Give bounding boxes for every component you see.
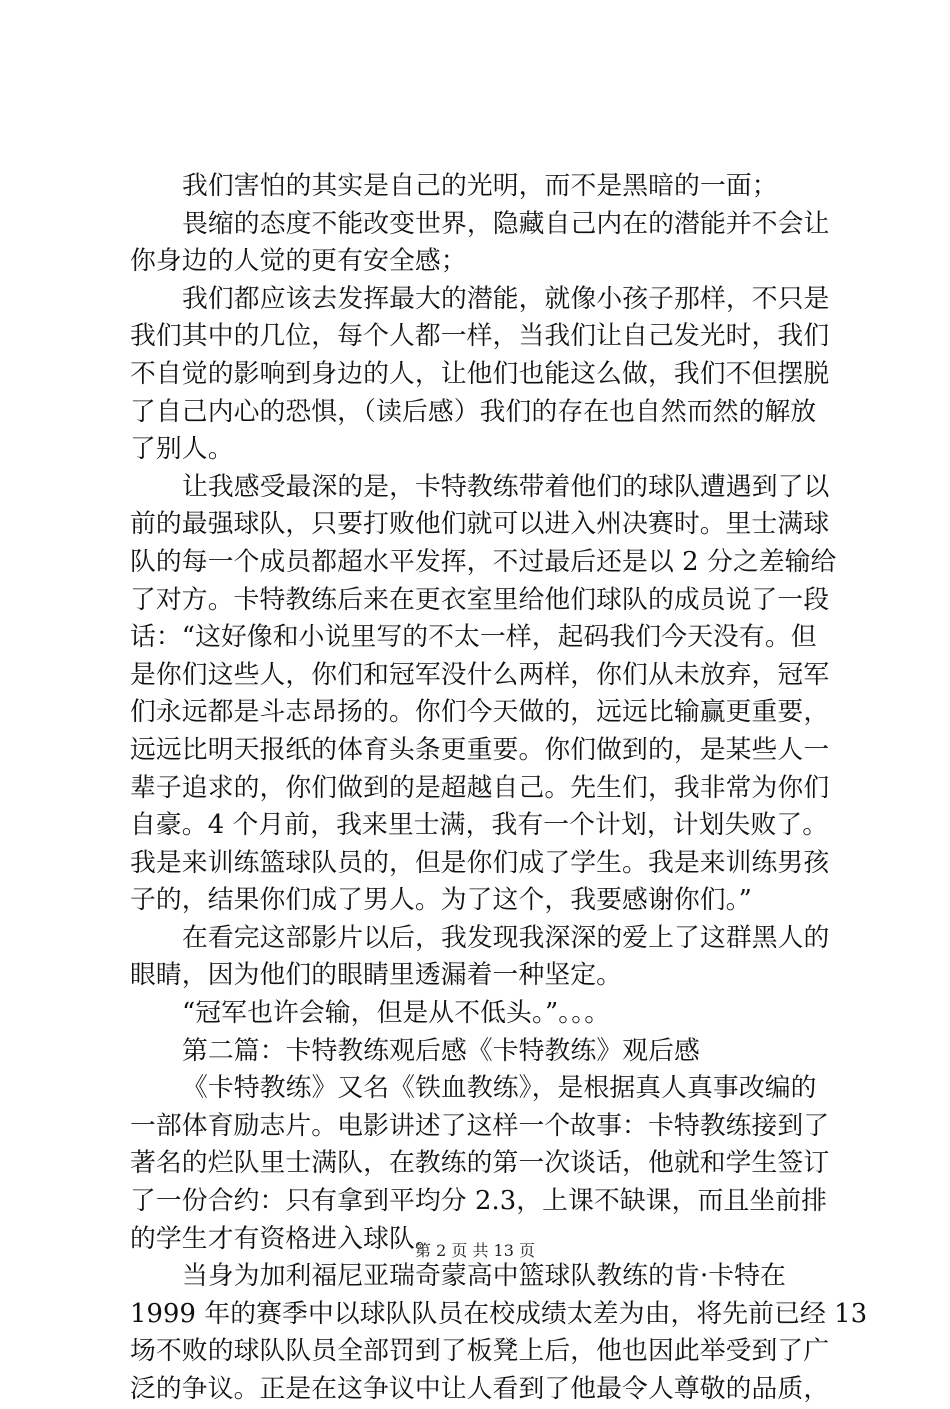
text-line: 畏缩的态度不能改变世界，隐藏自己内在的潜能并不会让 — [182, 208, 830, 239]
text-line: 泛的争议。正是在这争议中让人看到了他最令人尊敬的品质， — [130, 1374, 830, 1404]
text-line: 前的最强球队，只要打败他们就可以进入州决赛时。里士满球 — [130, 509, 830, 540]
text-line: 了别人。 — [130, 434, 234, 465]
text-line: 是你们这些人，你们和冠军没什么两样，你们从未放弃，冠军 — [130, 659, 830, 690]
text-line: 远远比明天报纸的体育头条更重要。你们做到的，是某些人一 — [130, 734, 830, 765]
text-line: 们永远都是斗志昂扬的。你们今天做的，远远比输赢更重要， — [130, 697, 830, 728]
text-line: 场不败的球队队员全部罚到了板凳上后，他也因此举受到了广 — [130, 1336, 830, 1367]
text-line: 著名的烂队里士满队，在教练的第一次谈话，他就和学生签订 — [130, 1148, 830, 1179]
text-line: “冠军也许会输，但是从不低头。”。。。 — [182, 998, 611, 1029]
text-line: 当身为加利福尼亚瑞奇蒙高中篮球队教练的肯·卡特在 — [182, 1261, 786, 1292]
text-line: 队的每一个成员都超水平发挥，不过最后还是以 2 分之差输给 — [130, 546, 837, 577]
document-body — [130, 168, 868, 1409]
page-footer: 第 2 页 共 13 页 — [415, 1241, 535, 1260]
text-line: 不自觉的影响到身边的人，让他们也能这么做，我们不但摆脱 — [130, 358, 830, 389]
text-line: 我们都应该去发挥最大的潜能，就像小孩子那样，不只是 — [182, 283, 830, 314]
text-line: 第二篇：卡特教练观后感《卡特教练》观后感 — [182, 1035, 700, 1066]
text-line: 眼睛，因为他们的眼睛里透漏着一种坚定。 — [130, 960, 623, 991]
text-line: 的学生才有资格进入球队。 — [130, 1223, 441, 1254]
text-line: 一部体育励志片。电影讲述了这样一个故事：卡特教练接到了 — [130, 1110, 830, 1141]
text-line: 自豪。4 个月前，我来里士满，我有一个计划，计划失败了。 — [130, 810, 829, 841]
text-line: 我是来训练篮球队员的，但是你们成了学生。我是来训练男孩 — [130, 847, 830, 878]
text-line: 我们其中的几位，每个人都一样，当我们让自己发光时，我们 — [130, 321, 830, 352]
text-line: 你身边的人觉的更有安全感； — [130, 246, 467, 277]
text-line: 辈子追求的，你们做到的是超越自己。先生们，我非常为你们 — [130, 772, 830, 803]
text-line: 了对方。卡特教练后来在更衣室里给他们球队的成员说了一段 — [130, 584, 830, 615]
text-line: 我们害怕的其实是自己的光明，而不是黑暗的一面； — [182, 171, 778, 201]
text-line: 让我感受最深的是，卡特教练带着他们的球队遭遇到了以 — [182, 471, 830, 502]
text-line: 1999 年的赛季中以球队队员在校成绩太差为由，将先前已经 13 — [130, 1298, 868, 1329]
text-line: 子的，结果你们成了男人。为了这个，我要感谢你们。” — [130, 885, 752, 916]
text-line: 了自己内心的恐惧，（读后感）我们的存在也自然而然的解放 — [130, 396, 817, 427]
text-line: 了一份合约：只有拿到平均分 2.3，上课不缺课，而且坐前排 — [130, 1186, 828, 1217]
text-line: 《卡特教练》又名《铁血教练》，是根据真人真事改编的 — [182, 1073, 817, 1104]
text-line: 在看完这部影片以后，我发现我深深的爱上了这群黑人的 — [182, 922, 830, 953]
text-line: 话：“这好像和小说里写的不太一样，起码我们今天没有。但 — [130, 622, 817, 653]
